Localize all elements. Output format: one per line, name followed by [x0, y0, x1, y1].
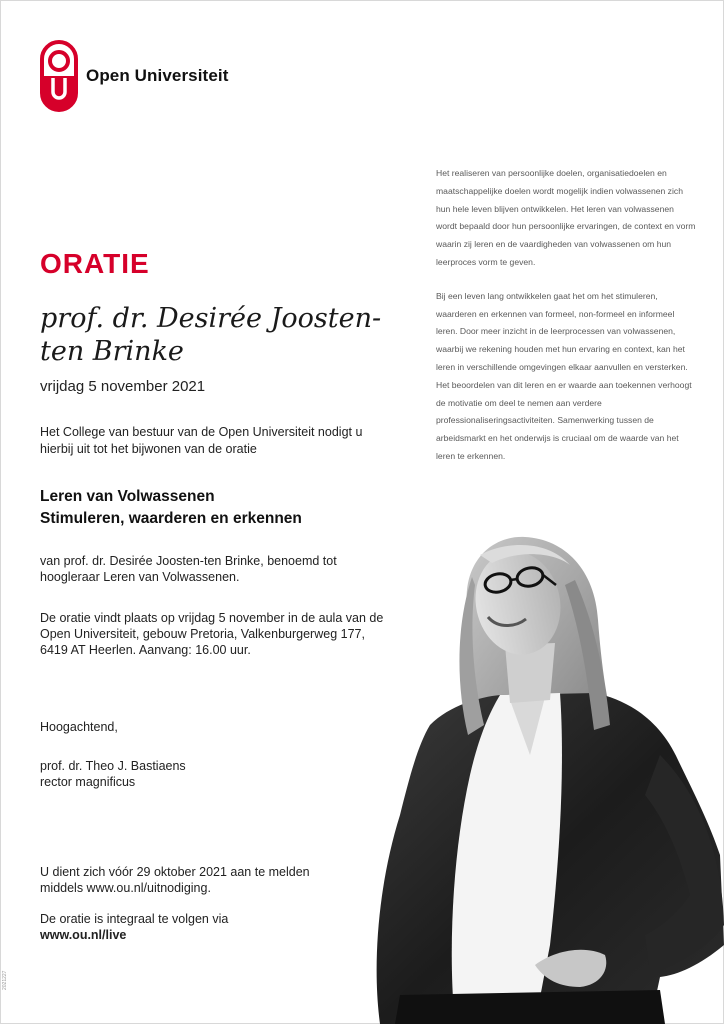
livestream-text: De oratie is integraal te volgen via [40, 912, 229, 926]
signatory-title: rector magnificus [40, 775, 136, 789]
signatory-name: prof. dr. Theo J. Bastiaens [40, 759, 186, 773]
invitation-text: Het College van bestuur van de Open Universiteit nodigt u hierbij uit tot het bijwonen van de oratie [40, 425, 363, 456]
intro-paragraph-1: Het realiseren van persoonlijke doelen, organisatiedoelen en maatschappelijke doelen wordt mogelijk indien volwassenen zich hun hele leven blijven ontwikkelen. Het leren van volwassenen wordt bepaald door hun persoonlijke ervaringen, de context en vorm waarin zij leren en de vaardigheden van volwassenen om hun leerproces vorm te geven. [436, 168, 696, 267]
appointment-text: van prof. dr. Desirée Joosten-ten Brinke, benoemd tot hoogleraar Leren van Volwassenen. [40, 554, 337, 584]
intro-column [436, 165, 696, 482]
brand-name: Open Universiteit [86, 66, 229, 85]
location-text: De oratie vindt plaats op vrijdag 5 november in de aula van de Open Universiteit, gebouw Pretoria, Valkenburgerweg 177, 6419 AT Heerlen. Aanvang: 16.00 uur. [40, 611, 384, 657]
livestream-link[interactable]: www.ou.nl/live [40, 928, 127, 942]
ou-logo-icon [40, 40, 78, 112]
subject-subtitle: Stimuleren, waarderen en erkennen [40, 510, 302, 527]
page-title: ORATIE [40, 248, 150, 279]
greeting: Hoogachtend, [40, 720, 118, 734]
ou-logo [40, 40, 228, 112]
event-date: vrijdag 5 november 2021 [40, 378, 206, 395]
livestream-info [40, 911, 228, 943]
subject-title: Leren van Volwassenen [40, 488, 215, 505]
print-code: 2021227 [2, 970, 8, 990]
rsvp-text: U dient zich vóór 29 oktober 2021 aan te melden middels www.ou.nl/uitnodiging. [40, 865, 310, 895]
signature-block [40, 758, 186, 790]
speaker-name: prof. dr. Desirée Joosten-ten Brinke [40, 303, 382, 367]
intro-paragraph-2: Bij een leven lang ontwikkelen gaat het om het stimuleren, waarderen en erkennen van formeel, non-formeel en informeel leren. Door meer inzicht in de leerprocessen van volwassenen, waarbij we rekening houden met hun ervaring en context, kan het leren in verschillende omgevingen elkaar aanvullen en versterken. Het beoordelen van dit leren en er waarde aan toekennen verhoogt de motivatie om deel te nemen aan verdere professionaliseringsactiviteiten. Samenwerking tussen de arbeidsmarkt en het onderwijs is cruciaal om de waarde van het leren te erkennen. [436, 290, 692, 461]
speaker-portrait [360, 525, 724, 1024]
lecture-subject [40, 486, 380, 530]
